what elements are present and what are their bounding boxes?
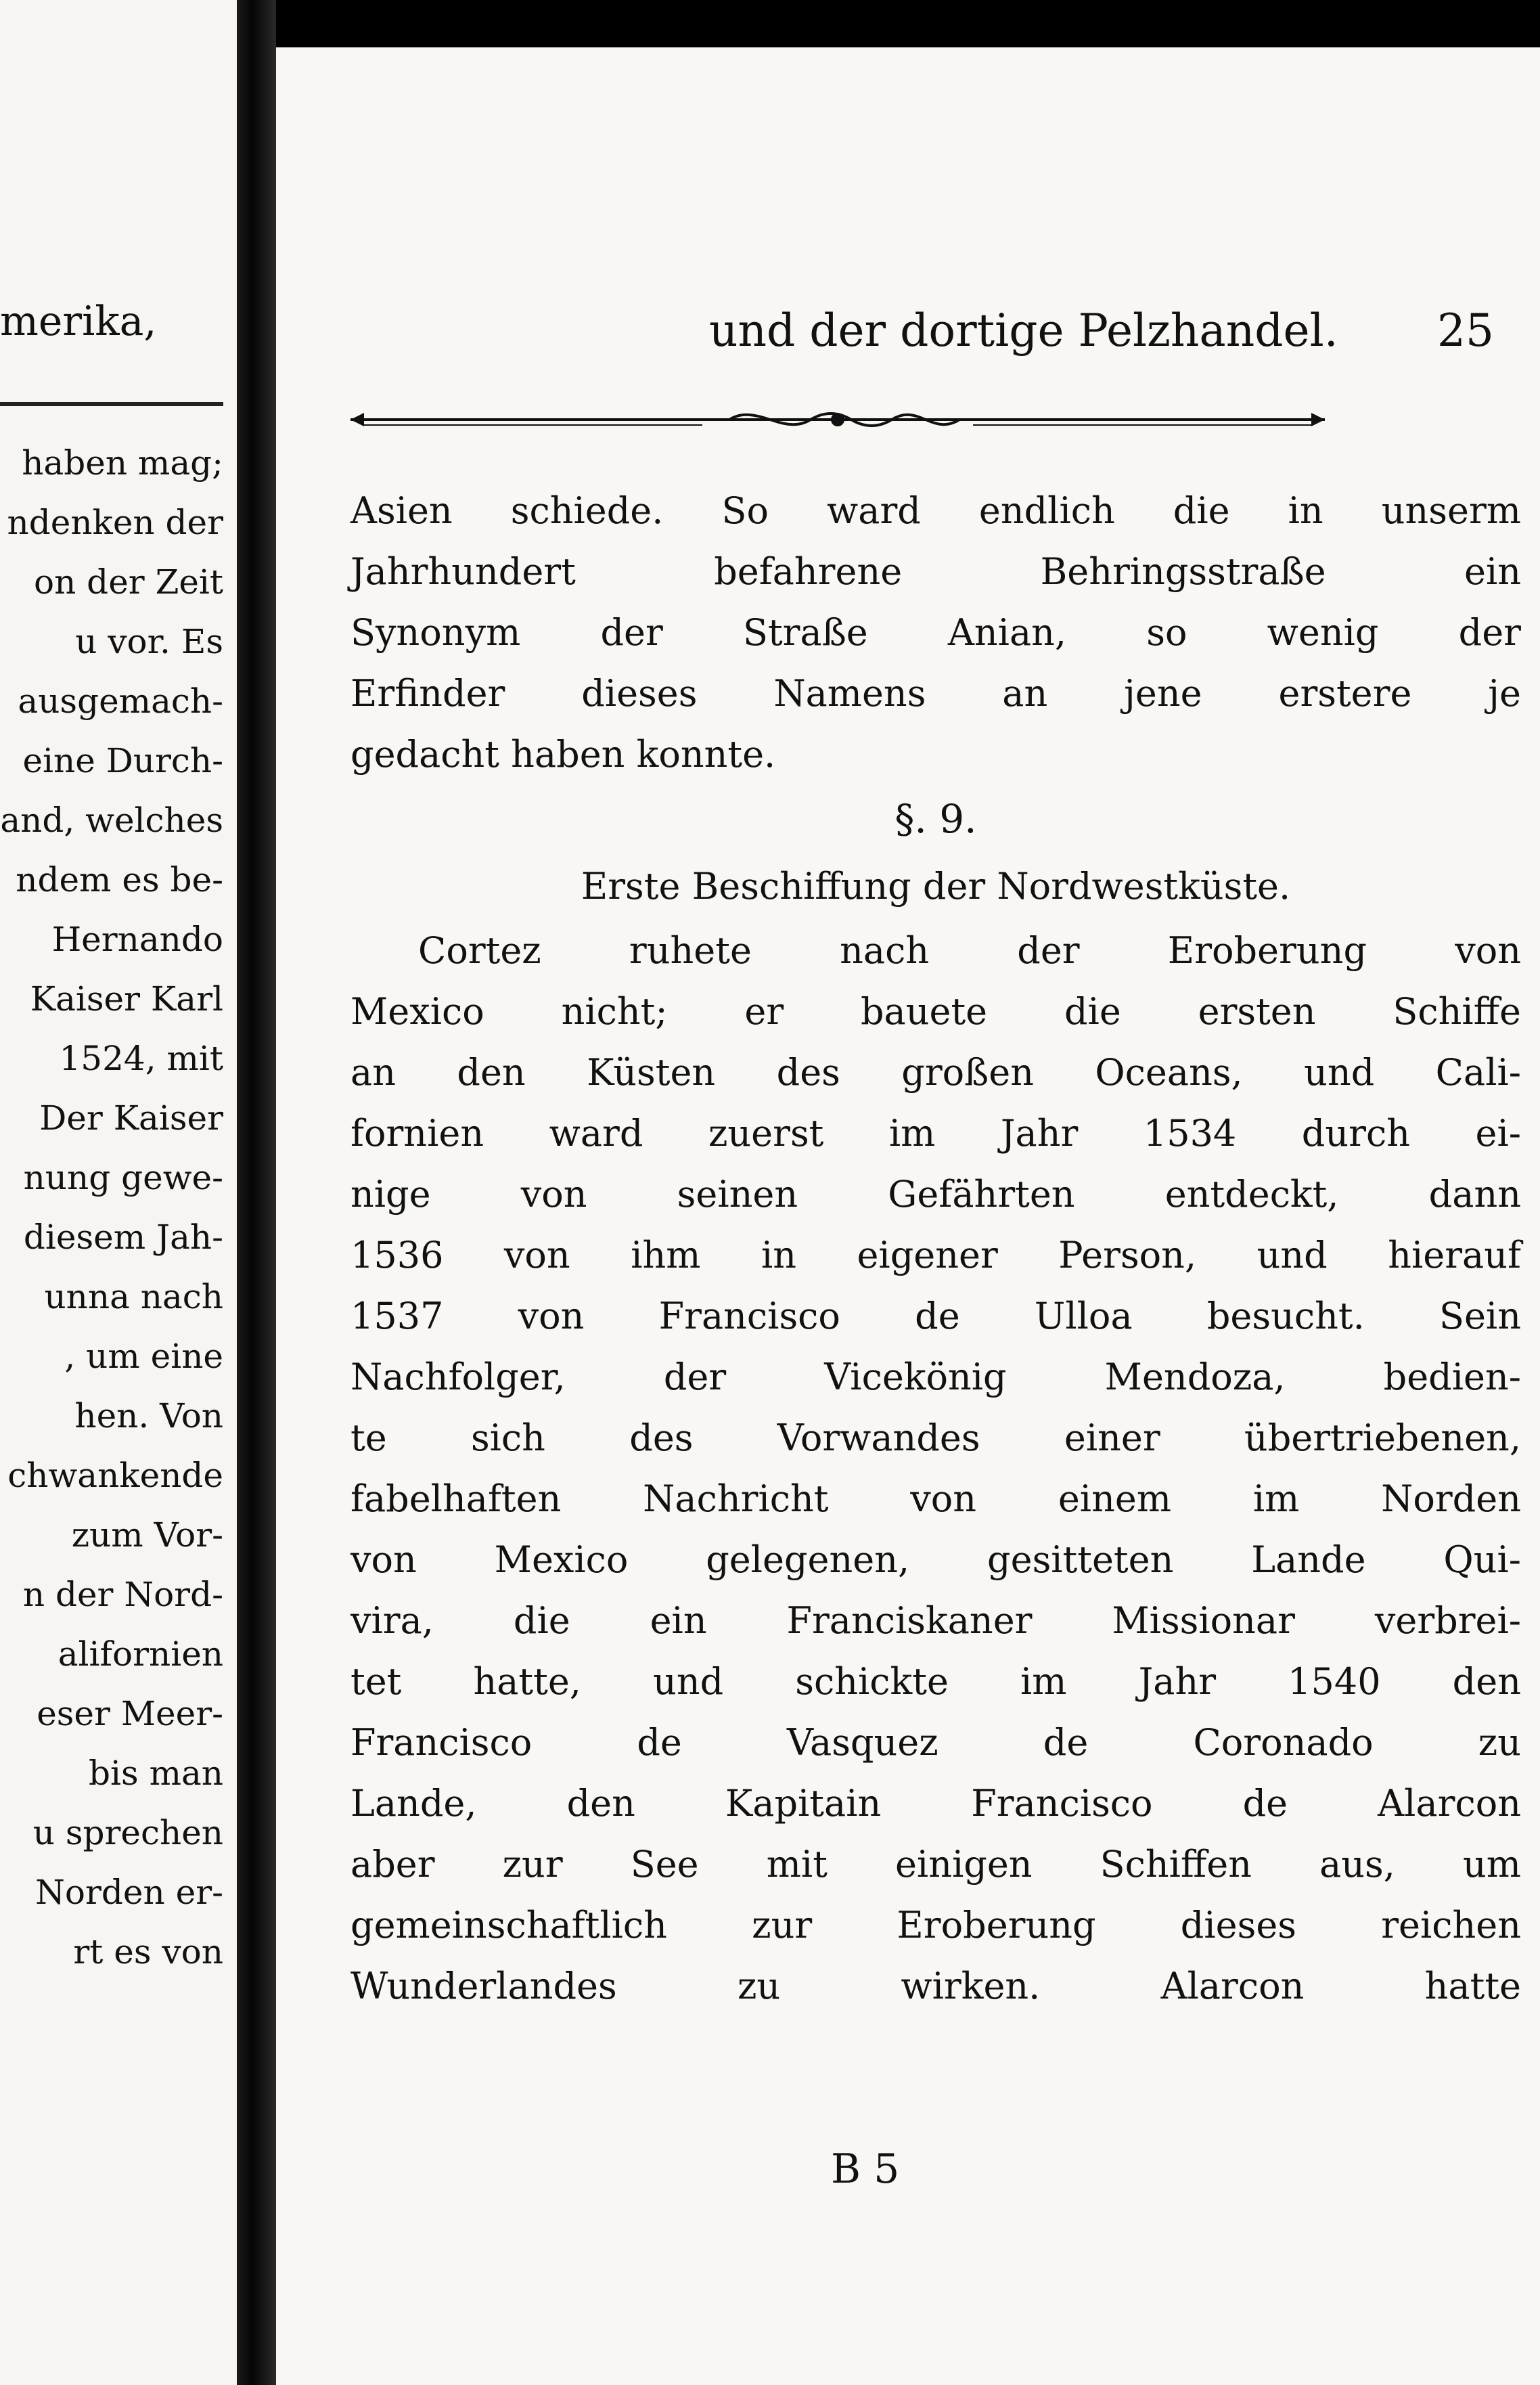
text-line: Mexico nicht; er bauete die ersten Schiffe bbox=[350, 990, 1521, 1033]
text-line: 1537 von Francisco de Ulloa besucht. Sein bbox=[350, 1295, 1521, 1337]
left-line: n der Nord- bbox=[22, 1575, 223, 1614]
text-line: fabelhaften Nachricht von einem im Norden bbox=[350, 1477, 1521, 1520]
text-line: Nachfolger, der Vicekönig Mendoza, bedien- bbox=[350, 1356, 1521, 1398]
left-page-header: merika, bbox=[0, 298, 157, 345]
left-line: haben mag; bbox=[22, 443, 223, 483]
left-line: rt es von bbox=[73, 1932, 223, 1971]
text-line: tet hatte, und schickte im Jahr 1540 den bbox=[350, 1660, 1521, 1703]
text-line: Synonym der Straße Anian, so wenig der bbox=[350, 611, 1521, 654]
left-line: and, welches bbox=[0, 801, 223, 840]
text-line: gemeinschaftlich zur Eroberung dieses reichen bbox=[350, 1904, 1521, 1946]
left-page-lines bbox=[0, 433, 223, 1982]
text-line: an den Küsten des großen Oceans, und Cali- bbox=[350, 1051, 1521, 1094]
text-line: Francisco de Vasquez de Coronado zu bbox=[350, 1721, 1521, 1764]
left-line: unna nach bbox=[44, 1277, 223, 1316]
text-line: aber zur See mit einigen Schiffen aus, um bbox=[350, 1843, 1521, 1886]
right-page bbox=[276, 47, 1540, 2385]
left-line: Kaiser Karl bbox=[30, 979, 223, 1019]
text-line: Erfinder dieses Namens an jene erstere je bbox=[350, 672, 1521, 715]
left-page-rule bbox=[0, 402, 223, 406]
left-line: , um eine bbox=[64, 1337, 223, 1376]
left-line: nung gewe- bbox=[23, 1158, 223, 1197]
left-line: alifornien bbox=[58, 1634, 223, 1674]
book-gutter bbox=[237, 0, 276, 2385]
left-line: chwankende bbox=[7, 1456, 223, 1495]
signature-mark: B 5 bbox=[831, 2145, 900, 2193]
left-line: ausgemach- bbox=[18, 682, 223, 721]
text-line: vira, die ein Franciskaner Missionar verbrei- bbox=[350, 1599, 1521, 1642]
text-line: Lande, den Kapitain Francisco de Alarcon bbox=[350, 1782, 1521, 1825]
left-line: zum Vor- bbox=[71, 1515, 223, 1555]
left-line: 1524, mit bbox=[59, 1039, 223, 1078]
left-line: diesem Jah- bbox=[23, 1218, 223, 1257]
text-line: gedacht haben konnte. bbox=[350, 733, 776, 776]
text-line: Asien schiede. So ward endlich die in unserm bbox=[350, 489, 1521, 532]
text-line: Wunderlandes zu wirken. Alarcon hatte bbox=[350, 1965, 1521, 2007]
section-title: Erste Beschiffung der Nordwestküste. bbox=[581, 865, 1291, 908]
left-line: Hernando bbox=[51, 920, 223, 959]
running-title: und der dortige Pelzhandel. bbox=[709, 305, 1338, 357]
left-line: u sprechen bbox=[32, 1813, 223, 1852]
left-line: ndem es be- bbox=[16, 860, 223, 899]
body-text bbox=[350, 481, 1521, 2017]
left-line: on der Zeit bbox=[33, 562, 223, 602]
text-line: von Mexico gelegenen, gesitteten Lande Qui- bbox=[350, 1538, 1521, 1581]
left-line: Der Kaiser bbox=[39, 1098, 223, 1138]
left-line: u vor. Es bbox=[75, 622, 223, 661]
left-line: eine Durch- bbox=[22, 741, 223, 780]
text-line: Cortez ruhete nach der Eroberung von bbox=[418, 929, 1521, 972]
left-page-fragment bbox=[0, 0, 237, 2385]
text-line: Jahrhundert befahrene Behringsstraße ein bbox=[350, 550, 1521, 593]
ornamental-rule bbox=[350, 399, 1325, 440]
text-line: te sich des Vorwandes einer übertriebenen, bbox=[350, 1417, 1521, 1459]
left-line: ndenken der bbox=[7, 503, 223, 542]
page-number: 25 bbox=[1437, 305, 1494, 357]
text-line: nige von seinen Gefährten entdeckt, dann bbox=[350, 1173, 1521, 1216]
text-line: 1536 von ihm in eigener Person, und hierauf bbox=[350, 1234, 1521, 1276]
text-line: fornien ward zuerst im Jahr 1534 durch ei- bbox=[350, 1112, 1521, 1155]
section-number: §. 9. bbox=[894, 796, 977, 842]
page-header bbox=[493, 305, 1521, 372]
left-line: Norden er- bbox=[35, 1873, 223, 1912]
left-line: hen. Von bbox=[74, 1396, 223, 1435]
left-line: eser Meer- bbox=[37, 1694, 223, 1733]
left-line: bis man bbox=[89, 1754, 223, 1793]
